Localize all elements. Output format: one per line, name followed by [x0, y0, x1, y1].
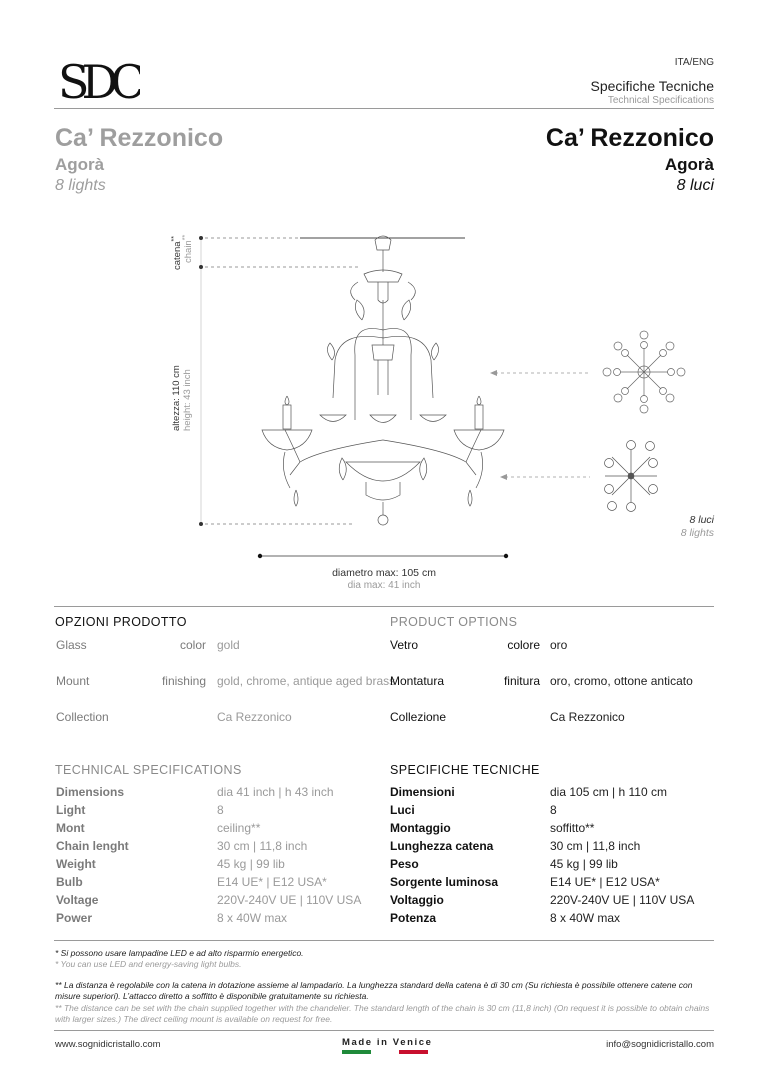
footer-divider: [54, 1030, 714, 1031]
spec-label: Bulb: [56, 875, 83, 889]
diagram-divider: [54, 606, 714, 607]
product-lights-ita: 8 luci: [676, 177, 714, 194]
spec-label: Voltage: [56, 893, 99, 907]
tech-heading-right: SPECIFICHE TECNICHE: [390, 763, 540, 777]
spec-label: Power: [56, 911, 93, 925]
option-sub: finishing: [161, 674, 206, 688]
dimension-lines: [205, 238, 360, 524]
product-name-ita: Ca’ Rezzonico: [545, 124, 714, 152]
option-value: Ca Rezzonico: [550, 710, 625, 724]
spec-label: Light: [56, 803, 86, 817]
product-lights-eng: 8 lights: [55, 177, 106, 194]
spec-label: Weight: [56, 857, 96, 871]
note-1-ita: * Si possono usare lampadine LED e ad alto risparmio energetico.: [55, 948, 304, 958]
made-in-label: Made in Venice: [342, 1037, 433, 1048]
language-label: ITA/ENG: [674, 57, 714, 68]
option-value: gold: [217, 638, 240, 652]
option-label: Collezione: [390, 710, 447, 724]
flag-green: [342, 1050, 371, 1054]
spec-value: 30 cm | 11,8 inch: [217, 839, 308, 853]
options-heading-left: OPZIONI PRODOTTO: [55, 615, 187, 629]
note-2-eng: ** The distance can be set with the chain supplied together with the chandelier. The standard length of the chain is 30 cm (11,8 inch) (On request it is possible to obtain chains with larger sizes.) The direct ceiling mount is available on request for free.: [55, 1003, 710, 1024]
option-value: gold, chrome, antique aged brass: [217, 674, 396, 688]
option-value: Ca Rezzonico: [217, 710, 292, 724]
spec-value: 8 x 40W max: [217, 911, 288, 925]
website-link[interactable]: www.sognidicristallo.com: [55, 1039, 161, 1050]
chandelier-outline: [262, 236, 504, 525]
spec-label: Sorgente luminosa: [390, 875, 499, 889]
product-name-eng: Ca’ Rezzonico: [55, 124, 224, 152]
note-1-eng: * You can use LED and energy-saving light bulbs.: [55, 959, 242, 969]
product-model-ita: Agorà: [664, 155, 714, 174]
height-label-ita: altezza: 110 cm: [171, 365, 182, 431]
top-view-upper: [603, 331, 685, 413]
spec-value: dia 105 cm | h 110 cm: [550, 785, 667, 799]
option-sub: colore: [507, 638, 540, 652]
option-label: Vetro: [390, 638, 419, 652]
spec-value: soffitto**: [550, 821, 595, 835]
chandelier-drawing: [0, 215, 768, 610]
option-value: oro, cromo, ottone anticato: [550, 674, 693, 688]
option-label: Mount: [56, 674, 90, 688]
height-label-eng: height: 43 inch: [182, 369, 193, 431]
spec-label: Mont: [56, 821, 85, 835]
spec-value: 8 x 40W max: [550, 911, 621, 925]
options-heading-right: PRODUCT OPTIONS: [390, 615, 518, 629]
spec-value: 30 cm | 11,8 inch: [550, 839, 641, 853]
spec-value: 45 kg | 99 lib: [550, 857, 618, 871]
option-label: Glass: [56, 638, 87, 652]
spec-value: 8: [217, 803, 224, 817]
brand-logo: [56, 54, 140, 106]
diameter-label-ita: diametro max: 105 cm: [332, 567, 436, 579]
spec-value: 45 kg | 99 lib: [217, 857, 285, 871]
tech-divider: [54, 940, 714, 941]
arms-label-eng: 8 lights: [680, 527, 714, 539]
header-divider: [54, 108, 714, 109]
spec-value: E14 UE* | E12 USA*: [217, 875, 327, 889]
option-label: Montatura: [390, 674, 445, 688]
italy-flag-bar: [342, 1050, 428, 1054]
spec-value: 220V-240V UE | 110V USA: [550, 893, 695, 907]
spec-value: ceiling**: [217, 821, 261, 835]
option-label: Collection: [56, 710, 109, 724]
svg-text:SDC: SDC: [58, 55, 138, 106]
spec-label: Chain lenght: [56, 839, 129, 853]
arms-label-ita: 8 luci: [689, 514, 714, 526]
chain-label: catena**: [171, 236, 184, 270]
spec-value: E14 UE* | E12 USA*: [550, 875, 660, 889]
diameter-label-eng: dia max: 41 inch: [347, 580, 421, 591]
spec-label: Voltaggio: [390, 893, 444, 907]
spec-title-eng: Technical Specifications: [607, 95, 714, 106]
chain-label-eng: chain**: [182, 234, 195, 263]
product-model-eng: Agorà: [55, 155, 105, 174]
option-sub: finitura: [503, 674, 540, 688]
option-value: oro: [550, 638, 568, 652]
spec-value: 8: [550, 803, 557, 817]
spec-label: Dimensioni: [390, 785, 455, 799]
flag-red: [399, 1050, 428, 1054]
email-link[interactable]: info@sognidicristallo.com: [606, 1039, 714, 1050]
top-view-lower: [605, 441, 658, 512]
spec-label: Potenza: [390, 911, 437, 925]
tech-heading-left: TECHNICAL SPECIFICATIONS: [55, 763, 242, 777]
spec-label: Luci: [390, 803, 415, 817]
spec-label: Peso: [390, 857, 419, 871]
flag-white: [371, 1050, 400, 1054]
spec-label: Dimensions: [56, 785, 125, 799]
spec-label: Lunghezza catena: [390, 839, 494, 853]
spec-title-ita: Specifiche Tecniche: [590, 78, 714, 94]
note-2-ita: ** La distanza è regolabile con la catena in dotazione assieme al lampadario. La lunghezza standard della catena è di 30 cm (Su richiesta è possibile ottenere catene con misure superiori). L’attacco diretto a soffitto è disponibile gratuitamente su richiesta.: [55, 980, 693, 1001]
spec-label: Montaggio: [390, 821, 451, 835]
spec-value: 220V-240V UE | 110V USA: [217, 893, 362, 907]
option-sub: color: [179, 638, 206, 652]
spec-value: dia 41 inch | h 43 inch: [217, 785, 334, 799]
